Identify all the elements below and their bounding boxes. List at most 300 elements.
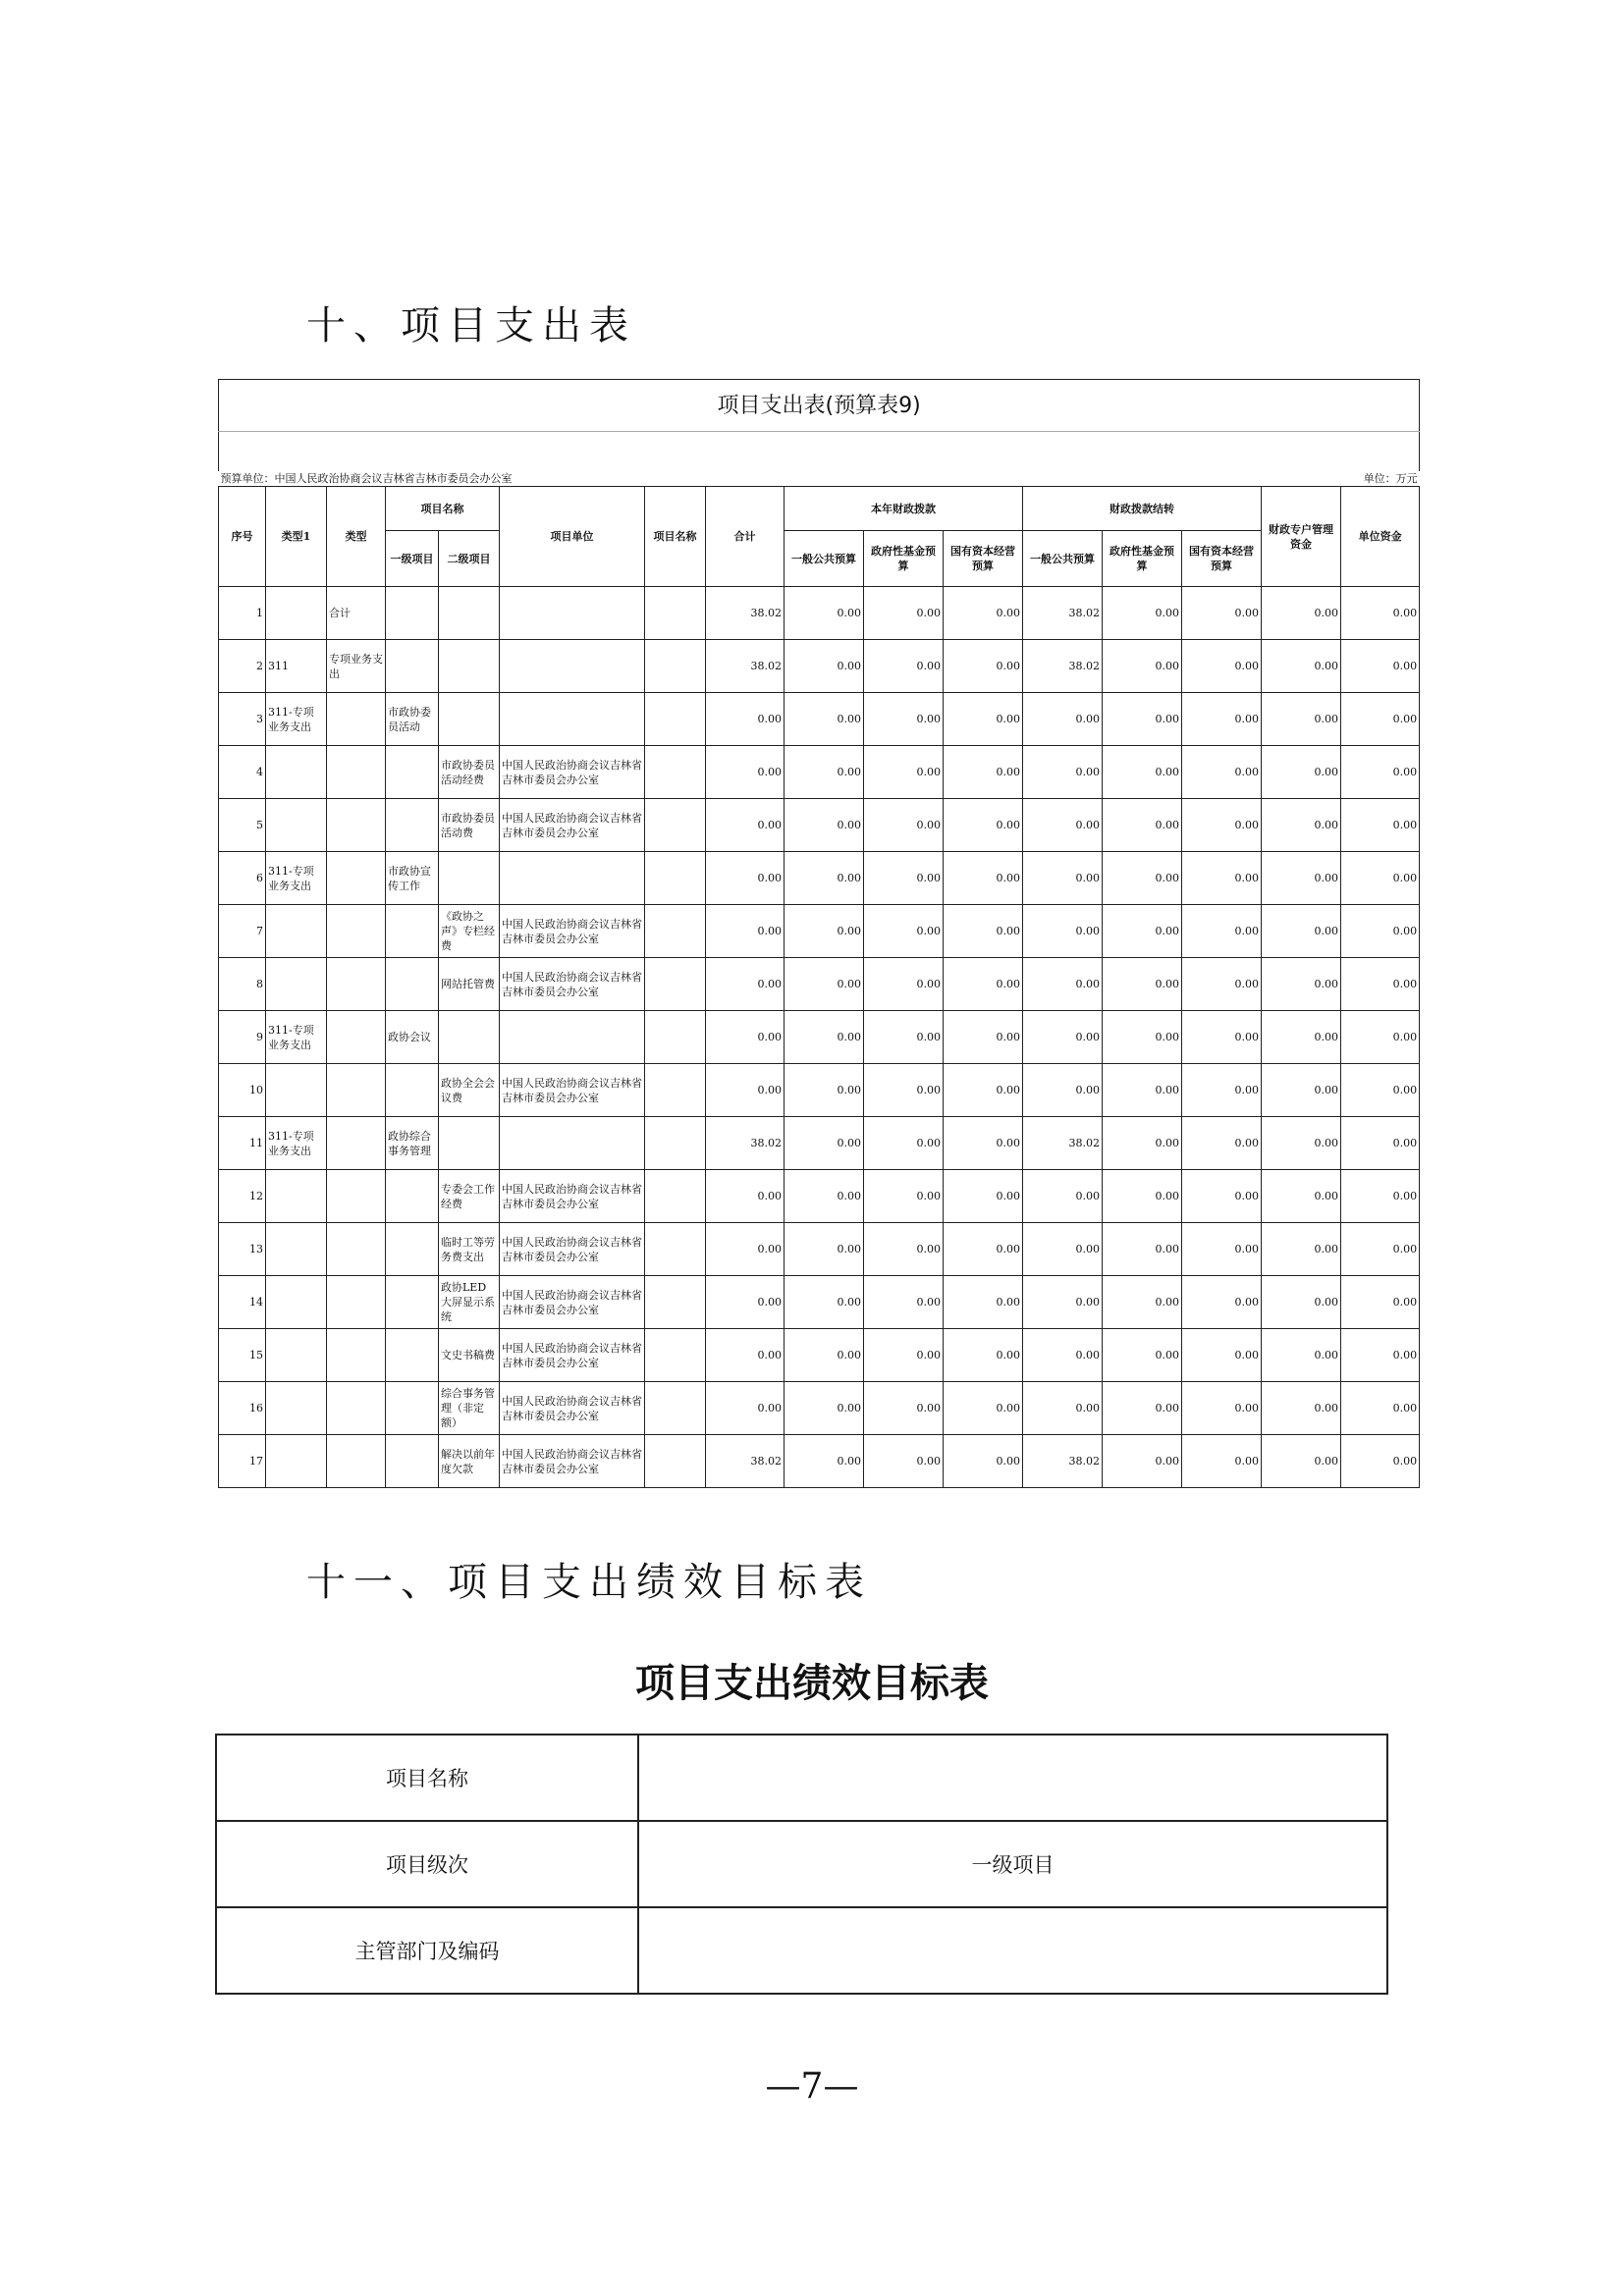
row-level2-project: 专委会工作经费 bbox=[439, 1170, 500, 1223]
budget-unit-label: 预算单位：中国人民政治协商会议吉林省吉林市委员会办公室 bbox=[219, 471, 944, 487]
row-amount: 0.00 bbox=[1182, 746, 1262, 799]
row-level2-project bbox=[439, 693, 500, 746]
row-amount: 0.00 bbox=[944, 640, 1023, 693]
row-amount: 0.00 bbox=[1262, 587, 1341, 640]
row-amount: 0.00 bbox=[785, 958, 864, 1011]
row-amount: 0.00 bbox=[1262, 640, 1341, 693]
header-carry-state-capital-budget: 国有资本经营预算 bbox=[1182, 531, 1262, 587]
row-amount: 0.00 bbox=[1262, 1170, 1341, 1223]
row-amount: 0.00 bbox=[1341, 1170, 1420, 1223]
row-item-name bbox=[645, 587, 706, 640]
row-amount: 0.00 bbox=[1341, 1382, 1420, 1435]
row-seq: 8 bbox=[219, 958, 266, 1011]
row-level1-project bbox=[386, 958, 439, 1011]
row-amount: 0.00 bbox=[1182, 1064, 1262, 1117]
row-amount: 0.00 bbox=[1182, 958, 1262, 1011]
row-level2-project: 政协LED大屏显示系统 bbox=[439, 1276, 500, 1329]
row-amount: 0.00 bbox=[1023, 1064, 1103, 1117]
row-amount: 0.00 bbox=[1341, 1276, 1420, 1329]
row-type1: 311-专项业务支出 bbox=[266, 852, 327, 905]
row-type1 bbox=[266, 1276, 327, 1329]
row-level1-project bbox=[386, 640, 439, 693]
row-amount: 0.00 bbox=[1182, 587, 1262, 640]
row-amount: 0.00 bbox=[1341, 1223, 1420, 1276]
row-amount: 0.00 bbox=[1023, 1223, 1103, 1276]
row-amount: 0.00 bbox=[1341, 640, 1420, 693]
row-type bbox=[327, 1170, 386, 1223]
row-seq: 15 bbox=[219, 1329, 266, 1382]
row-item-name bbox=[645, 1382, 706, 1435]
row-item-name bbox=[645, 1435, 706, 1488]
section-10-heading: 十、项目支出表 bbox=[306, 303, 636, 348]
row-amount: 0.00 bbox=[944, 1064, 1023, 1117]
header-unit-fund: 单位资金 bbox=[1341, 487, 1420, 587]
row-level2-project bbox=[439, 852, 500, 905]
row-level2-project: 综合事务管理（非定额） bbox=[439, 1382, 500, 1435]
perf-row bbox=[216, 1907, 1387, 1994]
table-row bbox=[219, 746, 1420, 799]
row-type1: 311-专项业务支出 bbox=[266, 1011, 327, 1064]
row-amount: 0.00 bbox=[1262, 1011, 1341, 1064]
row-amount: 0.00 bbox=[1341, 799, 1420, 852]
row-type bbox=[327, 958, 386, 1011]
row-amount: 0.00 bbox=[1341, 746, 1420, 799]
row-amount: 0.00 bbox=[706, 905, 785, 958]
table-row bbox=[219, 1223, 1420, 1276]
row-amount: 0.00 bbox=[944, 1435, 1023, 1488]
row-amount: 0.00 bbox=[1103, 1329, 1182, 1382]
row-amount: 0.00 bbox=[785, 1064, 864, 1117]
row-amount: 0.00 bbox=[1103, 1276, 1182, 1329]
header-total: 合计 bbox=[706, 487, 785, 587]
row-amount: 0.00 bbox=[1262, 1435, 1341, 1488]
row-level1-project bbox=[386, 1064, 439, 1117]
row-amount: 0.00 bbox=[1182, 1011, 1262, 1064]
row-amount: 0.00 bbox=[944, 1011, 1023, 1064]
row-project-unit: 中国人民政治协商会议吉林省吉林市委员会办公室 bbox=[500, 1329, 645, 1382]
row-amount: 0.00 bbox=[944, 693, 1023, 746]
row-type1 bbox=[266, 958, 327, 1011]
row-amount: 0.00 bbox=[944, 1276, 1023, 1329]
row-item-name bbox=[645, 799, 706, 852]
row-amount: 0.00 bbox=[1023, 799, 1103, 852]
row-amount: 0.00 bbox=[1262, 1276, 1341, 1329]
row-type1 bbox=[266, 1223, 327, 1276]
row-level2-project: 解决以前年度欠款 bbox=[439, 1435, 500, 1488]
row-seq: 9 bbox=[219, 1011, 266, 1064]
row-project-unit: 中国人民政治协商会议吉林省吉林市委员会办公室 bbox=[500, 1276, 645, 1329]
header-project-name: 项目名称 bbox=[386, 487, 500, 531]
row-amount: 0.00 bbox=[944, 587, 1023, 640]
row-amount: 0.00 bbox=[1262, 958, 1341, 1011]
perf-row bbox=[216, 1735, 1387, 1821]
row-amount: 0.00 bbox=[1341, 1117, 1420, 1170]
row-amount: 0.00 bbox=[706, 1064, 785, 1117]
performance-table-title: 项目支出绩效目标表 bbox=[635, 1661, 989, 1706]
row-project-unit bbox=[500, 693, 645, 746]
row-level1-project bbox=[386, 1223, 439, 1276]
row-amount: 38.02 bbox=[1023, 1117, 1103, 1170]
header-seq: 序号 bbox=[219, 487, 266, 587]
row-seq: 16 bbox=[219, 1382, 266, 1435]
row-amount: 0.00 bbox=[1023, 1170, 1103, 1223]
row-level2-project: 《政协之声》专栏经费 bbox=[439, 905, 500, 958]
row-item-name bbox=[645, 1276, 706, 1329]
row-amount: 0.00 bbox=[864, 1170, 944, 1223]
row-amount: 0.00 bbox=[944, 1223, 1023, 1276]
table-row bbox=[219, 693, 1420, 746]
row-amount: 0.00 bbox=[1023, 852, 1103, 905]
row-amount: 38.02 bbox=[1023, 640, 1103, 693]
row-level1-project bbox=[386, 1276, 439, 1329]
row-item-name bbox=[645, 905, 706, 958]
header-level1: 一级项目 bbox=[386, 531, 439, 587]
table-row bbox=[219, 1329, 1420, 1382]
row-level1-project: 政协综合事务管理 bbox=[386, 1117, 439, 1170]
row-project-unit: 中国人民政治协商会议吉林省吉林市委员会办公室 bbox=[500, 905, 645, 958]
row-item-name bbox=[645, 958, 706, 1011]
perf-value: 一级项目 bbox=[638, 1821, 1387, 1907]
section-11-heading: 十一、项目支出绩效目标表 bbox=[306, 1560, 872, 1605]
header-state-capital-budget: 国有资本经营预算 bbox=[944, 531, 1023, 587]
row-amount: 0.00 bbox=[1103, 852, 1182, 905]
perf-row bbox=[216, 1821, 1387, 1907]
row-level2-project bbox=[439, 1117, 500, 1170]
row-type1 bbox=[266, 905, 327, 958]
row-type bbox=[327, 1064, 386, 1117]
row-amount: 0.00 bbox=[1341, 693, 1420, 746]
row-seq: 14 bbox=[219, 1276, 266, 1329]
row-seq: 7 bbox=[219, 905, 266, 958]
row-amount: 38.02 bbox=[706, 1117, 785, 1170]
row-amount: 0.00 bbox=[1023, 958, 1103, 1011]
row-type bbox=[327, 1223, 386, 1276]
row-project-unit: 中国人民政治协商会议吉林省吉林市委员会办公室 bbox=[500, 1223, 645, 1276]
row-type1 bbox=[266, 1382, 327, 1435]
row-project-unit: 中国人民政治协商会议吉林省吉林市委员会办公室 bbox=[500, 1435, 645, 1488]
row-item-name bbox=[645, 852, 706, 905]
row-amount: 0.00 bbox=[944, 1170, 1023, 1223]
row-amount: 0.00 bbox=[864, 693, 944, 746]
row-amount: 0.00 bbox=[864, 799, 944, 852]
header-type1: 类型1 bbox=[266, 487, 327, 587]
header-special-fund: 财政专户管理资金 bbox=[1262, 487, 1341, 587]
table-row bbox=[219, 587, 1420, 640]
row-amount: 38.02 bbox=[1023, 1435, 1103, 1488]
row-amount: 38.02 bbox=[706, 640, 785, 693]
header-general-budget: 一般公共预算 bbox=[785, 531, 864, 587]
row-level1-project: 市政协宣传工作 bbox=[386, 852, 439, 905]
row-amount: 0.00 bbox=[1341, 1011, 1420, 1064]
row-type bbox=[327, 693, 386, 746]
row-type1 bbox=[266, 1329, 327, 1382]
row-amount: 0.00 bbox=[785, 746, 864, 799]
header-level2: 二级项目 bbox=[439, 531, 500, 587]
row-seq: 4 bbox=[219, 746, 266, 799]
row-amount: 0.00 bbox=[1103, 1170, 1182, 1223]
row-amount: 0.00 bbox=[785, 799, 864, 852]
row-seq: 13 bbox=[219, 1223, 266, 1276]
row-amount: 0.00 bbox=[785, 693, 864, 746]
row-item-name bbox=[645, 1329, 706, 1382]
row-level1-project bbox=[386, 1329, 439, 1382]
table-row bbox=[219, 1011, 1420, 1064]
row-amount: 0.00 bbox=[706, 1329, 785, 1382]
row-project-unit: 中国人民政治协商会议吉林省吉林市委员会办公室 bbox=[500, 799, 645, 852]
row-seq: 11 bbox=[219, 1117, 266, 1170]
row-type: 合计 bbox=[327, 587, 386, 640]
header-project-unit: 项目单位 bbox=[500, 487, 645, 587]
row-amount: 0.00 bbox=[1341, 905, 1420, 958]
row-amount: 0.00 bbox=[1262, 746, 1341, 799]
row-type bbox=[327, 799, 386, 852]
row-type bbox=[327, 905, 386, 958]
row-amount: 0.00 bbox=[1182, 1276, 1262, 1329]
row-amount: 0.00 bbox=[1182, 1382, 1262, 1435]
perf-value bbox=[638, 1907, 1387, 1994]
row-amount: 0.00 bbox=[1103, 1117, 1182, 1170]
row-amount: 0.00 bbox=[864, 1382, 944, 1435]
row-amount: 0.00 bbox=[864, 958, 944, 1011]
row-amount: 0.00 bbox=[706, 958, 785, 1011]
row-amount: 0.00 bbox=[785, 587, 864, 640]
table-row bbox=[219, 1435, 1420, 1488]
row-amount: 0.00 bbox=[1262, 799, 1341, 852]
row-amount: 0.00 bbox=[1103, 905, 1182, 958]
row-amount: 0.00 bbox=[864, 587, 944, 640]
row-project-unit: 中国人民政治协商会议吉林省吉林市委员会办公室 bbox=[500, 1382, 645, 1435]
row-level1-project: 市政协委员活动 bbox=[386, 693, 439, 746]
row-amount: 0.00 bbox=[1023, 1276, 1103, 1329]
perf-value bbox=[638, 1735, 1387, 1821]
row-amount: 0.00 bbox=[1023, 905, 1103, 958]
table-row bbox=[219, 640, 1420, 693]
row-amount: 0.00 bbox=[1182, 1329, 1262, 1382]
row-type bbox=[327, 746, 386, 799]
row-seq: 5 bbox=[219, 799, 266, 852]
row-level1-project bbox=[386, 1382, 439, 1435]
row-project-unit bbox=[500, 852, 645, 905]
row-type1 bbox=[266, 1170, 327, 1223]
row-amount: 0.00 bbox=[944, 905, 1023, 958]
table-row bbox=[219, 1170, 1420, 1223]
row-amount: 0.00 bbox=[1023, 1011, 1103, 1064]
row-amount: 0.00 bbox=[706, 1223, 785, 1276]
row-amount: 0.00 bbox=[1103, 1223, 1182, 1276]
row-amount: 0.00 bbox=[785, 852, 864, 905]
row-seq: 10 bbox=[219, 1064, 266, 1117]
row-type1: 311-专项业务支出 bbox=[266, 1117, 327, 1170]
row-amount: 0.00 bbox=[1262, 1329, 1341, 1382]
row-seq: 1 bbox=[219, 587, 266, 640]
row-amount: 0.00 bbox=[1182, 1435, 1262, 1488]
row-level2-project: 市政协委员活动经费 bbox=[439, 746, 500, 799]
row-level1-project bbox=[386, 1435, 439, 1488]
row-amount: 0.00 bbox=[864, 1117, 944, 1170]
row-type1 bbox=[266, 746, 327, 799]
row-amount: 0.00 bbox=[944, 958, 1023, 1011]
row-amount: 0.00 bbox=[706, 1011, 785, 1064]
table-row bbox=[219, 1276, 1420, 1329]
row-amount: 0.00 bbox=[706, 799, 785, 852]
row-level1-project bbox=[386, 587, 439, 640]
row-project-unit: 中国人民政治协商会议吉林省吉林市委员会办公室 bbox=[500, 1064, 645, 1117]
row-amount: 0.00 bbox=[1262, 852, 1341, 905]
row-amount: 0.00 bbox=[706, 1382, 785, 1435]
row-level1-project bbox=[386, 746, 439, 799]
row-level1-project bbox=[386, 1170, 439, 1223]
row-item-name bbox=[645, 1011, 706, 1064]
perf-label: 主管部门及编码 bbox=[216, 1907, 638, 1994]
row-amount: 0.00 bbox=[1103, 1435, 1182, 1488]
row-seq: 3 bbox=[219, 693, 266, 746]
row-amount: 0.00 bbox=[1103, 640, 1182, 693]
row-amount: 0.00 bbox=[1341, 852, 1420, 905]
row-type1 bbox=[266, 587, 327, 640]
row-type1: 311-专项业务支出 bbox=[266, 693, 327, 746]
row-amount: 0.00 bbox=[1103, 1064, 1182, 1117]
row-project-unit: 中国人民政治协商会议吉林省吉林市委员会办公室 bbox=[500, 746, 645, 799]
row-amount: 0.00 bbox=[706, 852, 785, 905]
row-type1 bbox=[266, 799, 327, 852]
perf-label: 项目名称 bbox=[216, 1735, 638, 1821]
row-level2-project: 临时工等劳务费支出 bbox=[439, 1223, 500, 1276]
row-amount: 0.00 bbox=[1262, 1223, 1341, 1276]
header-item-name: 项目名称 bbox=[645, 487, 706, 587]
row-amount: 0.00 bbox=[706, 746, 785, 799]
row-amount: 0.00 bbox=[864, 905, 944, 958]
row-item-name bbox=[645, 1064, 706, 1117]
row-type1 bbox=[266, 1435, 327, 1488]
row-project-unit bbox=[500, 587, 645, 640]
header-type: 类型 bbox=[327, 487, 386, 587]
row-amount: 0.00 bbox=[1182, 640, 1262, 693]
row-amount: 0.00 bbox=[1341, 1435, 1420, 1488]
table-spacer bbox=[219, 432, 1420, 472]
row-project-unit bbox=[500, 640, 645, 693]
table-body bbox=[219, 587, 1420, 1488]
row-amount: 0.00 bbox=[1103, 746, 1182, 799]
header-carry-gov-fund-budget: 政府性基金预算 bbox=[1103, 531, 1182, 587]
row-item-name bbox=[645, 640, 706, 693]
row-level2-project bbox=[439, 587, 500, 640]
row-amount: 0.00 bbox=[864, 1223, 944, 1276]
row-seq: 12 bbox=[219, 1170, 266, 1223]
perf-label: 项目级次 bbox=[216, 1821, 638, 1907]
row-amount: 0.00 bbox=[1262, 905, 1341, 958]
row-amount: 0.00 bbox=[706, 1276, 785, 1329]
row-amount: 0.00 bbox=[1103, 958, 1182, 1011]
row-amount: 0.00 bbox=[864, 1435, 944, 1488]
row-type bbox=[327, 1435, 386, 1488]
table-row bbox=[219, 1382, 1420, 1435]
row-amount: 0.00 bbox=[944, 1329, 1023, 1382]
row-type bbox=[327, 852, 386, 905]
row-item-name bbox=[645, 1170, 706, 1223]
table-row bbox=[219, 958, 1420, 1011]
row-item-name bbox=[645, 693, 706, 746]
row-amount: 0.00 bbox=[1023, 1382, 1103, 1435]
row-amount: 0.00 bbox=[1341, 1064, 1420, 1117]
row-amount: 0.00 bbox=[1023, 1329, 1103, 1382]
row-amount: 38.02 bbox=[706, 1435, 785, 1488]
header-carry-general-budget: 一般公共预算 bbox=[1023, 531, 1103, 587]
row-amount: 0.00 bbox=[1182, 1117, 1262, 1170]
row-amount: 0.00 bbox=[1262, 1117, 1341, 1170]
row-type bbox=[327, 1117, 386, 1170]
row-amount: 0.00 bbox=[1023, 746, 1103, 799]
row-level2-project: 网站托管费 bbox=[439, 958, 500, 1011]
row-amount: 0.00 bbox=[1182, 799, 1262, 852]
row-amount: 0.00 bbox=[1182, 1170, 1262, 1223]
row-item-name bbox=[645, 1223, 706, 1276]
row-level2-project: 文史书稿费 bbox=[439, 1329, 500, 1382]
row-amount: 0.00 bbox=[785, 1435, 864, 1488]
row-amount: 0.00 bbox=[864, 746, 944, 799]
table-title: 项目支出表(预算表9) bbox=[219, 380, 1420, 432]
row-amount: 0.00 bbox=[944, 799, 1023, 852]
page-number: —7— bbox=[765, 2066, 859, 2107]
currency-unit-label: 单位：万元 bbox=[944, 471, 1420, 487]
row-type bbox=[327, 1276, 386, 1329]
row-amount: 38.02 bbox=[706, 587, 785, 640]
row-project-unit: 中国人民政治协商会议吉林省吉林市委员会办公室 bbox=[500, 958, 645, 1011]
row-type bbox=[327, 1329, 386, 1382]
row-amount: 0.00 bbox=[1182, 852, 1262, 905]
row-amount: 0.00 bbox=[1182, 693, 1262, 746]
row-amount: 0.00 bbox=[864, 640, 944, 693]
header-carryover: 财政拨款结转 bbox=[1023, 487, 1262, 531]
row-seq: 17 bbox=[219, 1435, 266, 1488]
row-amount: 0.00 bbox=[785, 1223, 864, 1276]
row-item-name bbox=[645, 746, 706, 799]
row-amount: 0.00 bbox=[1182, 905, 1262, 958]
table-row bbox=[219, 799, 1420, 852]
row-project-unit bbox=[500, 1117, 645, 1170]
row-amount: 0.00 bbox=[944, 852, 1023, 905]
row-amount: 0.00 bbox=[1341, 1329, 1420, 1382]
row-amount: 0.00 bbox=[1262, 693, 1341, 746]
table-row bbox=[219, 1064, 1420, 1117]
row-amount: 0.00 bbox=[1103, 1011, 1182, 1064]
row-project-unit: 中国人民政治协商会议吉林省吉林市委员会办公室 bbox=[500, 1170, 645, 1223]
table-row bbox=[219, 852, 1420, 905]
row-amount: 0.00 bbox=[864, 1329, 944, 1382]
row-amount: 0.00 bbox=[785, 640, 864, 693]
row-amount: 0.00 bbox=[864, 852, 944, 905]
row-amount: 0.00 bbox=[864, 1276, 944, 1329]
header-gov-fund-budget: 政府性基金预算 bbox=[864, 531, 944, 587]
row-amount: 0.00 bbox=[944, 1117, 1023, 1170]
row-type: 专项业务支出 bbox=[327, 640, 386, 693]
row-amount: 0.00 bbox=[785, 1011, 864, 1064]
row-amount: 0.00 bbox=[706, 693, 785, 746]
row-amount: 0.00 bbox=[1103, 587, 1182, 640]
row-item-name bbox=[645, 1117, 706, 1170]
row-level1-project bbox=[386, 905, 439, 958]
row-amount: 0.00 bbox=[1103, 1382, 1182, 1435]
row-type1: 311 bbox=[266, 640, 327, 693]
row-level1-project: 政协会议 bbox=[386, 1011, 439, 1064]
row-amount: 0.00 bbox=[1341, 587, 1420, 640]
row-amount: 0.00 bbox=[785, 1329, 864, 1382]
row-amount: 0.00 bbox=[1103, 799, 1182, 852]
row-project-unit bbox=[500, 1011, 645, 1064]
row-type bbox=[327, 1382, 386, 1435]
row-amount: 0.00 bbox=[1341, 958, 1420, 1011]
row-amount: 0.00 bbox=[1103, 693, 1182, 746]
row-amount: 0.00 bbox=[944, 1382, 1023, 1435]
